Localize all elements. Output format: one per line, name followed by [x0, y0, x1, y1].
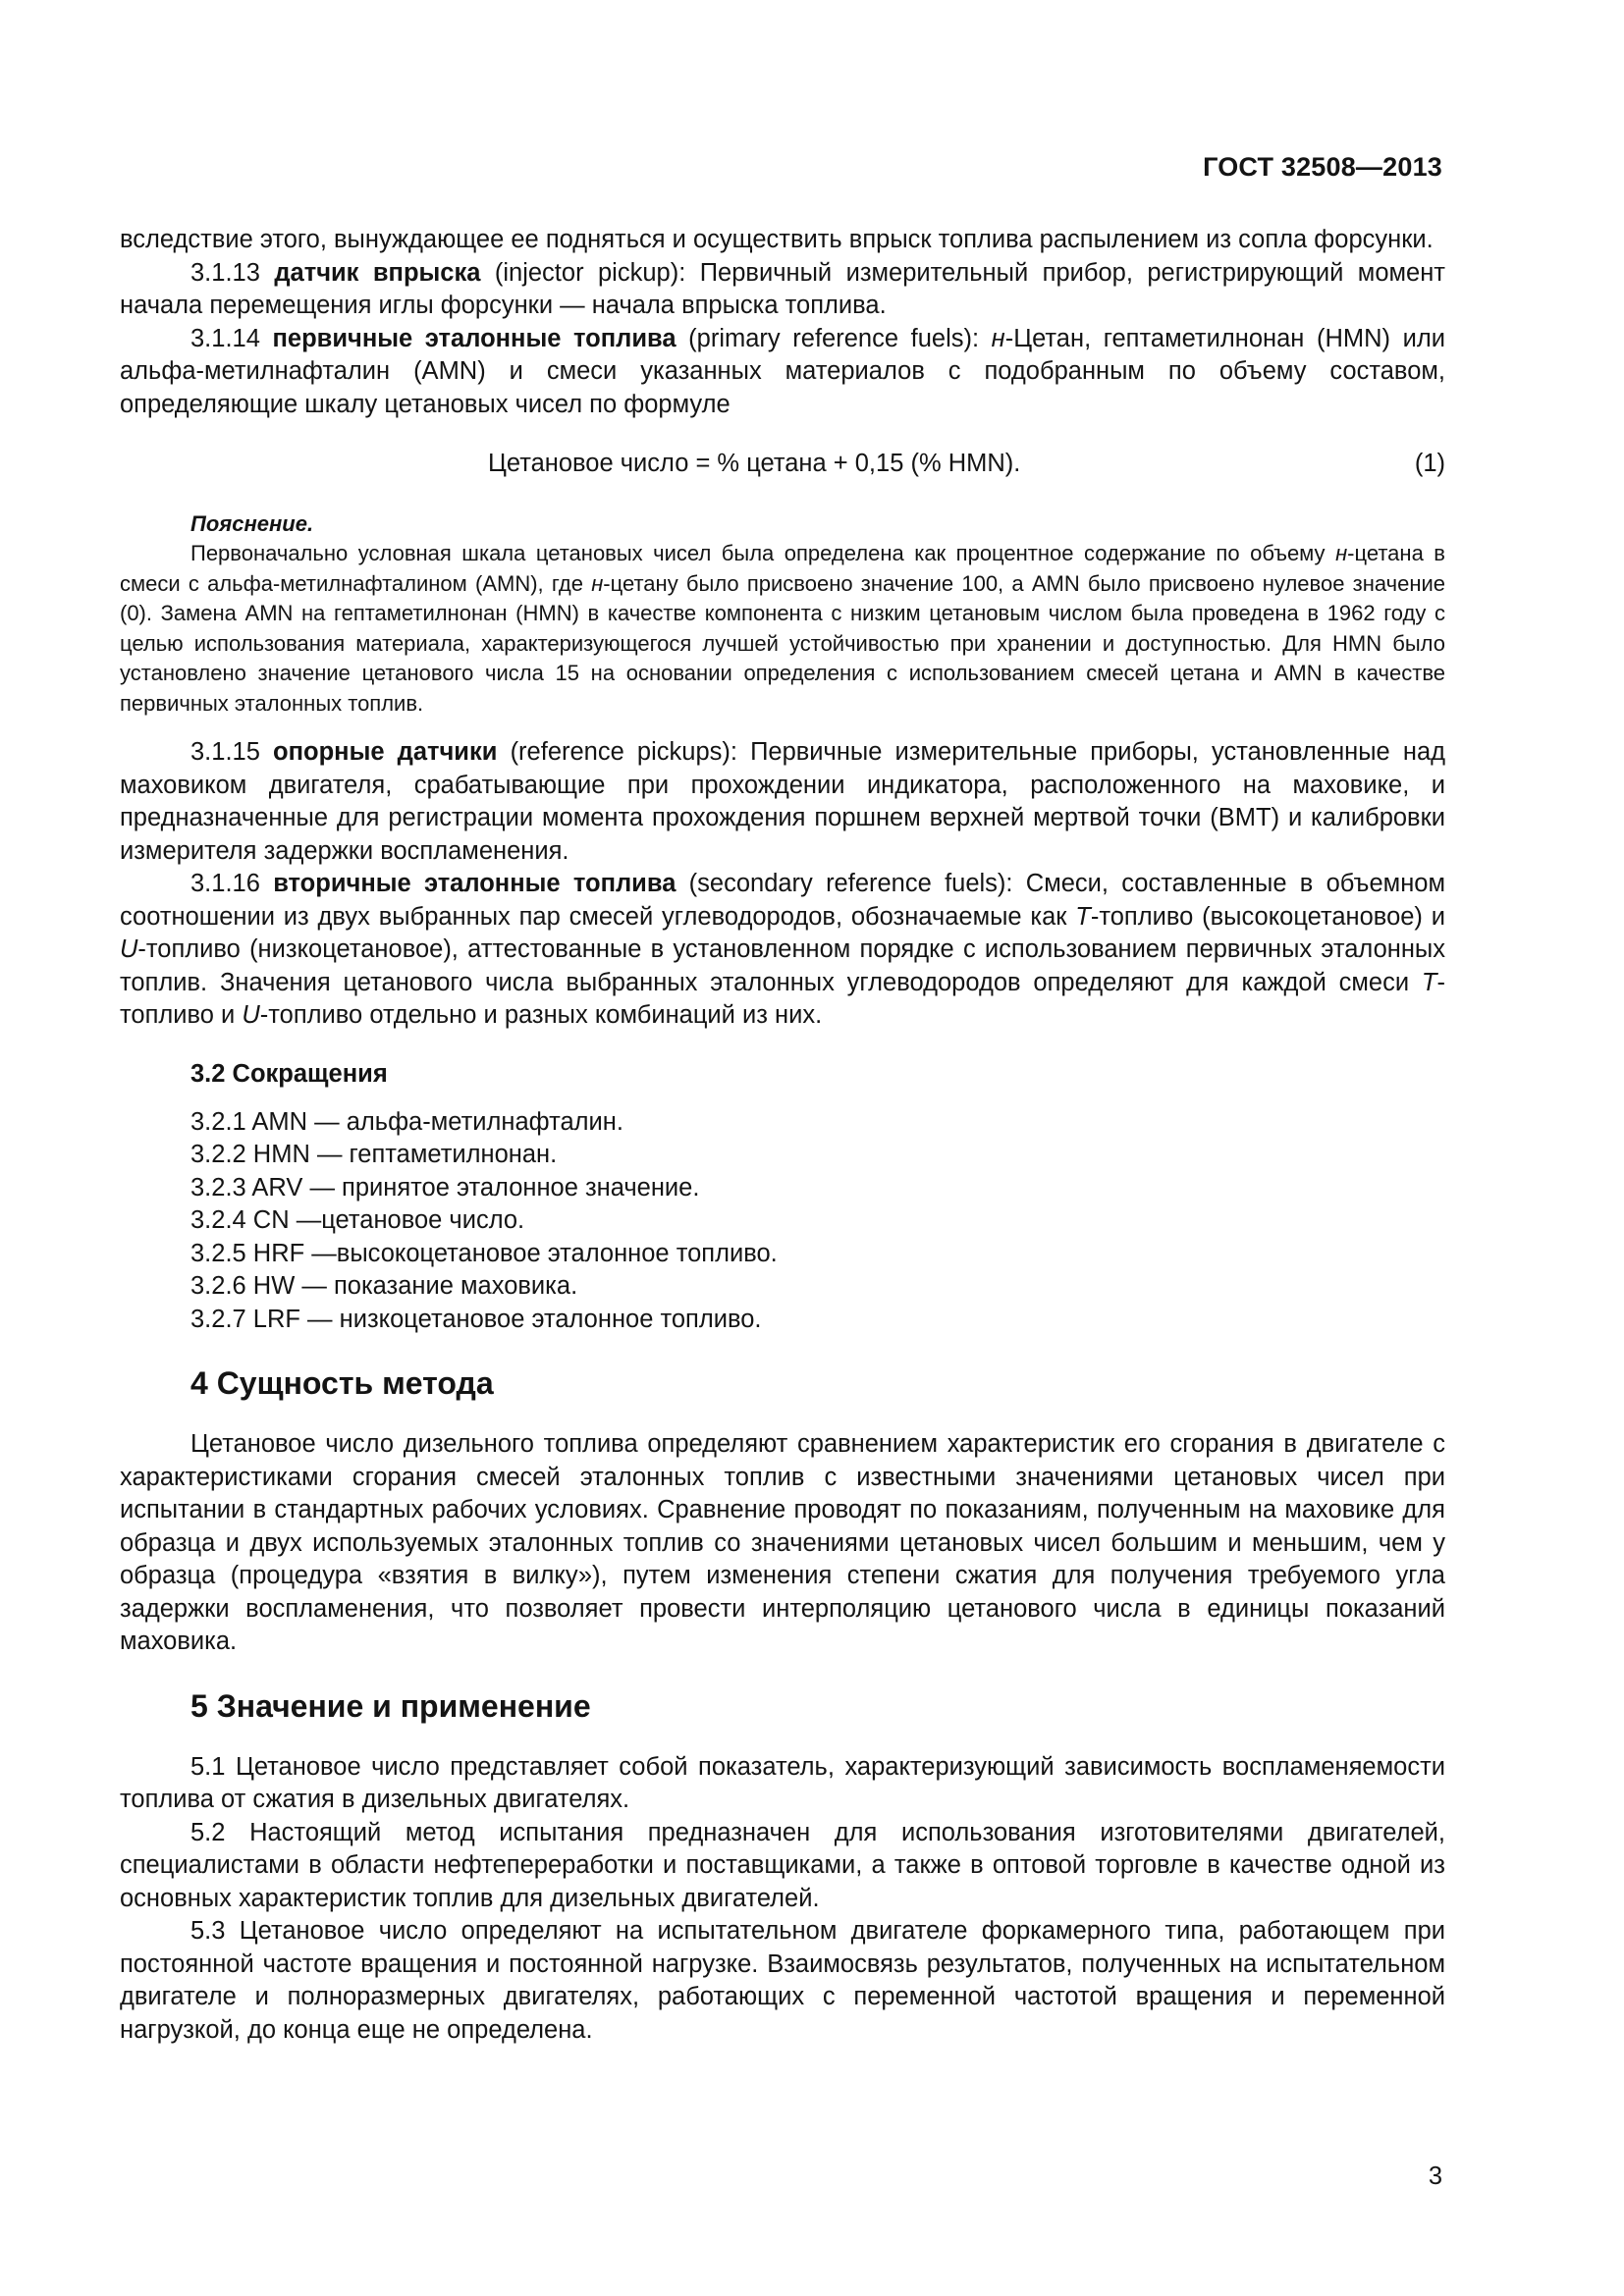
page-content — [120, 224, 1445, 2047]
clause-number: 3.1.16 — [190, 870, 274, 897]
defined-term: вторичные эталонные топлива — [273, 870, 677, 897]
definition-text: -Цетан, гептаметилнонан (HMN) или альфа-метилнафталин (AMN) и смеси указанных материалов с подобранным по объему составом, определяющие шкалу цетановых чисел по формуле — [120, 324, 1445, 418]
definition-text: -топливо и — [120, 968, 1445, 1029]
clause-number: 3.1.13 — [190, 258, 275, 287]
clause-5-1: 5.1 Цетановое число представляет собой показатель, характеризующий зависимость воспламеняемости топлива от сжатия в дизельных двигателях. — [120, 1752, 1445, 1813]
note-text-part: -цетану было присвоено значение 100, а AMN было присвоено нулевое значение (0). Замена AMN на гептаметилнонан (HMN) в качестве компонента с низким цетановым числом была проведена в 1962 году с целью использования материала, характеризующегося лучшей устойчивостью при хранении и доступностью. Для HMN было установлено значение цетанового числа 15 на основании определения с использованием смесей цетана и AMN в качестве первичных эталонных топлив. — [120, 570, 1446, 716]
continued-paragraph: вследствие этого, вынуждающее ее подняться и осуществить впрыск топлива распылением из сопла форсунки. — [120, 226, 1434, 253]
definition-text: (injector pickup): Первичный измерительный прибор, регистрирующий момент начала перемещения иглы форсунки — начала впрыска топлива. — [120, 258, 1445, 319]
page-number: 3 — [1428, 2163, 1442, 2190]
list-item: 3.2.5 HRF —высокоцетановое эталонное топливо. — [190, 1239, 778, 1267]
italic-prefix: н — [1335, 541, 1348, 565]
clause-5-2: 5.2 Настоящий метод испытания предназначен для использования изготовителями двигателей, специалистами в области нефтепереработки и поставщиками, а также в оптовой торговле в качестве одной из основных характеристик топлив для дизельных двигателей. — [120, 1818, 1445, 1912]
note-title: Пояснение. — [190, 511, 314, 536]
note-text — [120, 539, 1445, 719]
definition-3-1-14 — [120, 323, 1445, 422]
definition-text: (secondary reference fuels): Смеси, составленные в объемном соотношении из двух выбранных пар смесей углеводородов, обозначаемые как — [120, 870, 1445, 931]
italic-letter: U — [242, 1001, 260, 1029]
italic-letter: U — [120, 935, 138, 963]
clause-5-3: 5.3 Цетановое число определяют на испытательном двигателе форкамерного типа, работающем при постоянной частоте вращения и постоянной нагрузке. Взаимосвязь результатов, полученных на испытательном двигателе и полноразмерных двигателях, работающих с переменной частотой вращения и переменной нагрузкой, до конца еще не определена. — [120, 1917, 1445, 2044]
formula-1 — [120, 447, 1445, 480]
italic-prefix: н — [591, 570, 604, 596]
clause-number: 3.1.15 — [190, 738, 274, 766]
subsection-title-abbreviations: 3.2 Сокращения — [190, 1059, 388, 1088]
clause-number: 3.1.14 — [190, 324, 273, 352]
note-text-part: Первоначально условная шкала цетановых чисел была определена как процентное содержание по объему — [190, 541, 1336, 565]
definition-text: (reference pickups): Первичные измерительные приборы, установленные над маховиком двигателя, срабатывающие при прохождении индикатора, расположенного на маховике, и предназначенные для регистрации момента прохождения поршнем верхней мертвой точки (ВМТ) и калибровки измерителя задержки воспламенения. — [120, 738, 1446, 865]
list-item: 3.2.6 HW — показание маховика. — [190, 1272, 578, 1300]
defined-term: опорные датчики — [273, 738, 498, 766]
definition-text: -топливо отдельно и разных комбинаций из них. — [259, 1001, 823, 1029]
list-item: 3.2.3 ARV — принятое эталонное значение. — [190, 1173, 700, 1201]
list-item: 3.2.2 HMN — гептаметилнонан. — [190, 1141, 558, 1168]
section-title-4: 4 Сущность метода — [190, 1365, 494, 1401]
section-4-text: Цетановое число дизельного топлива определяют сравнением характеристик его сгорания в двигателе с характеристиками сгорания смесей эталонных топлив с известными значениями цетановых чисел при испытании в стандартных рабочих условиях. Сравнение проводят по показаниям, полученным на маховике для образца и двух используемых эталонных топлив со значениями цетановых чисел большим и меньшим, чем у образца (процедура «взятия в вилку»), путем изменения степени сжатия для получения требуемого угла задержки воспламенения, что позволяет провести интерполяцию цетанового числа в единицы показаний маховика. — [120, 1430, 1445, 1655]
definition-text: -топливо (высокоцетановое) и — [1090, 902, 1445, 931]
italic-letter: T — [1075, 902, 1091, 931]
section-title-5: 5 Значение и применение — [190, 1687, 591, 1724]
defined-term: первичные эталонные топлива — [272, 324, 677, 352]
list-item: 3.2.4 CN —цетановое число. — [190, 1206, 525, 1234]
formula-expression: Цетановое число = % цетана + 0,15 (% HMN). — [488, 450, 1021, 477]
formula-number: (1) — [1414, 450, 1445, 477]
definition-text: (primary reference fuels): — [676, 324, 992, 352]
document-code: ГОСТ 32508—2013 — [1203, 152, 1442, 182]
note-text-part: -цетана в смеси с альфа-метилнафталином (AMN), где — [120, 541, 1445, 596]
defined-term: датчик впрыска — [274, 258, 481, 287]
list-item: 3.2.1 AMN — альфа-метилнафталин. — [190, 1107, 623, 1136]
definition-3-1-16 — [120, 868, 1445, 1033]
italic-letter: T — [1421, 968, 1437, 996]
definition-text: -топливо (низкоцетановое), аттестованные в установленном порядке с использованием первичных эталонных топлив. Значения цетанового числа выбранных эталонных углеводородов определяют для каждой смеси — [120, 935, 1445, 996]
list-item: 3.2.7 LRF — низкоцетановое эталонное топливо. — [190, 1305, 762, 1333]
abbreviation-list — [120, 1106, 1445, 1337]
definition-3-1-13 — [120, 257, 1445, 323]
definition-3-1-15 — [120, 736, 1445, 868]
italic-prefix: н — [991, 324, 1005, 352]
